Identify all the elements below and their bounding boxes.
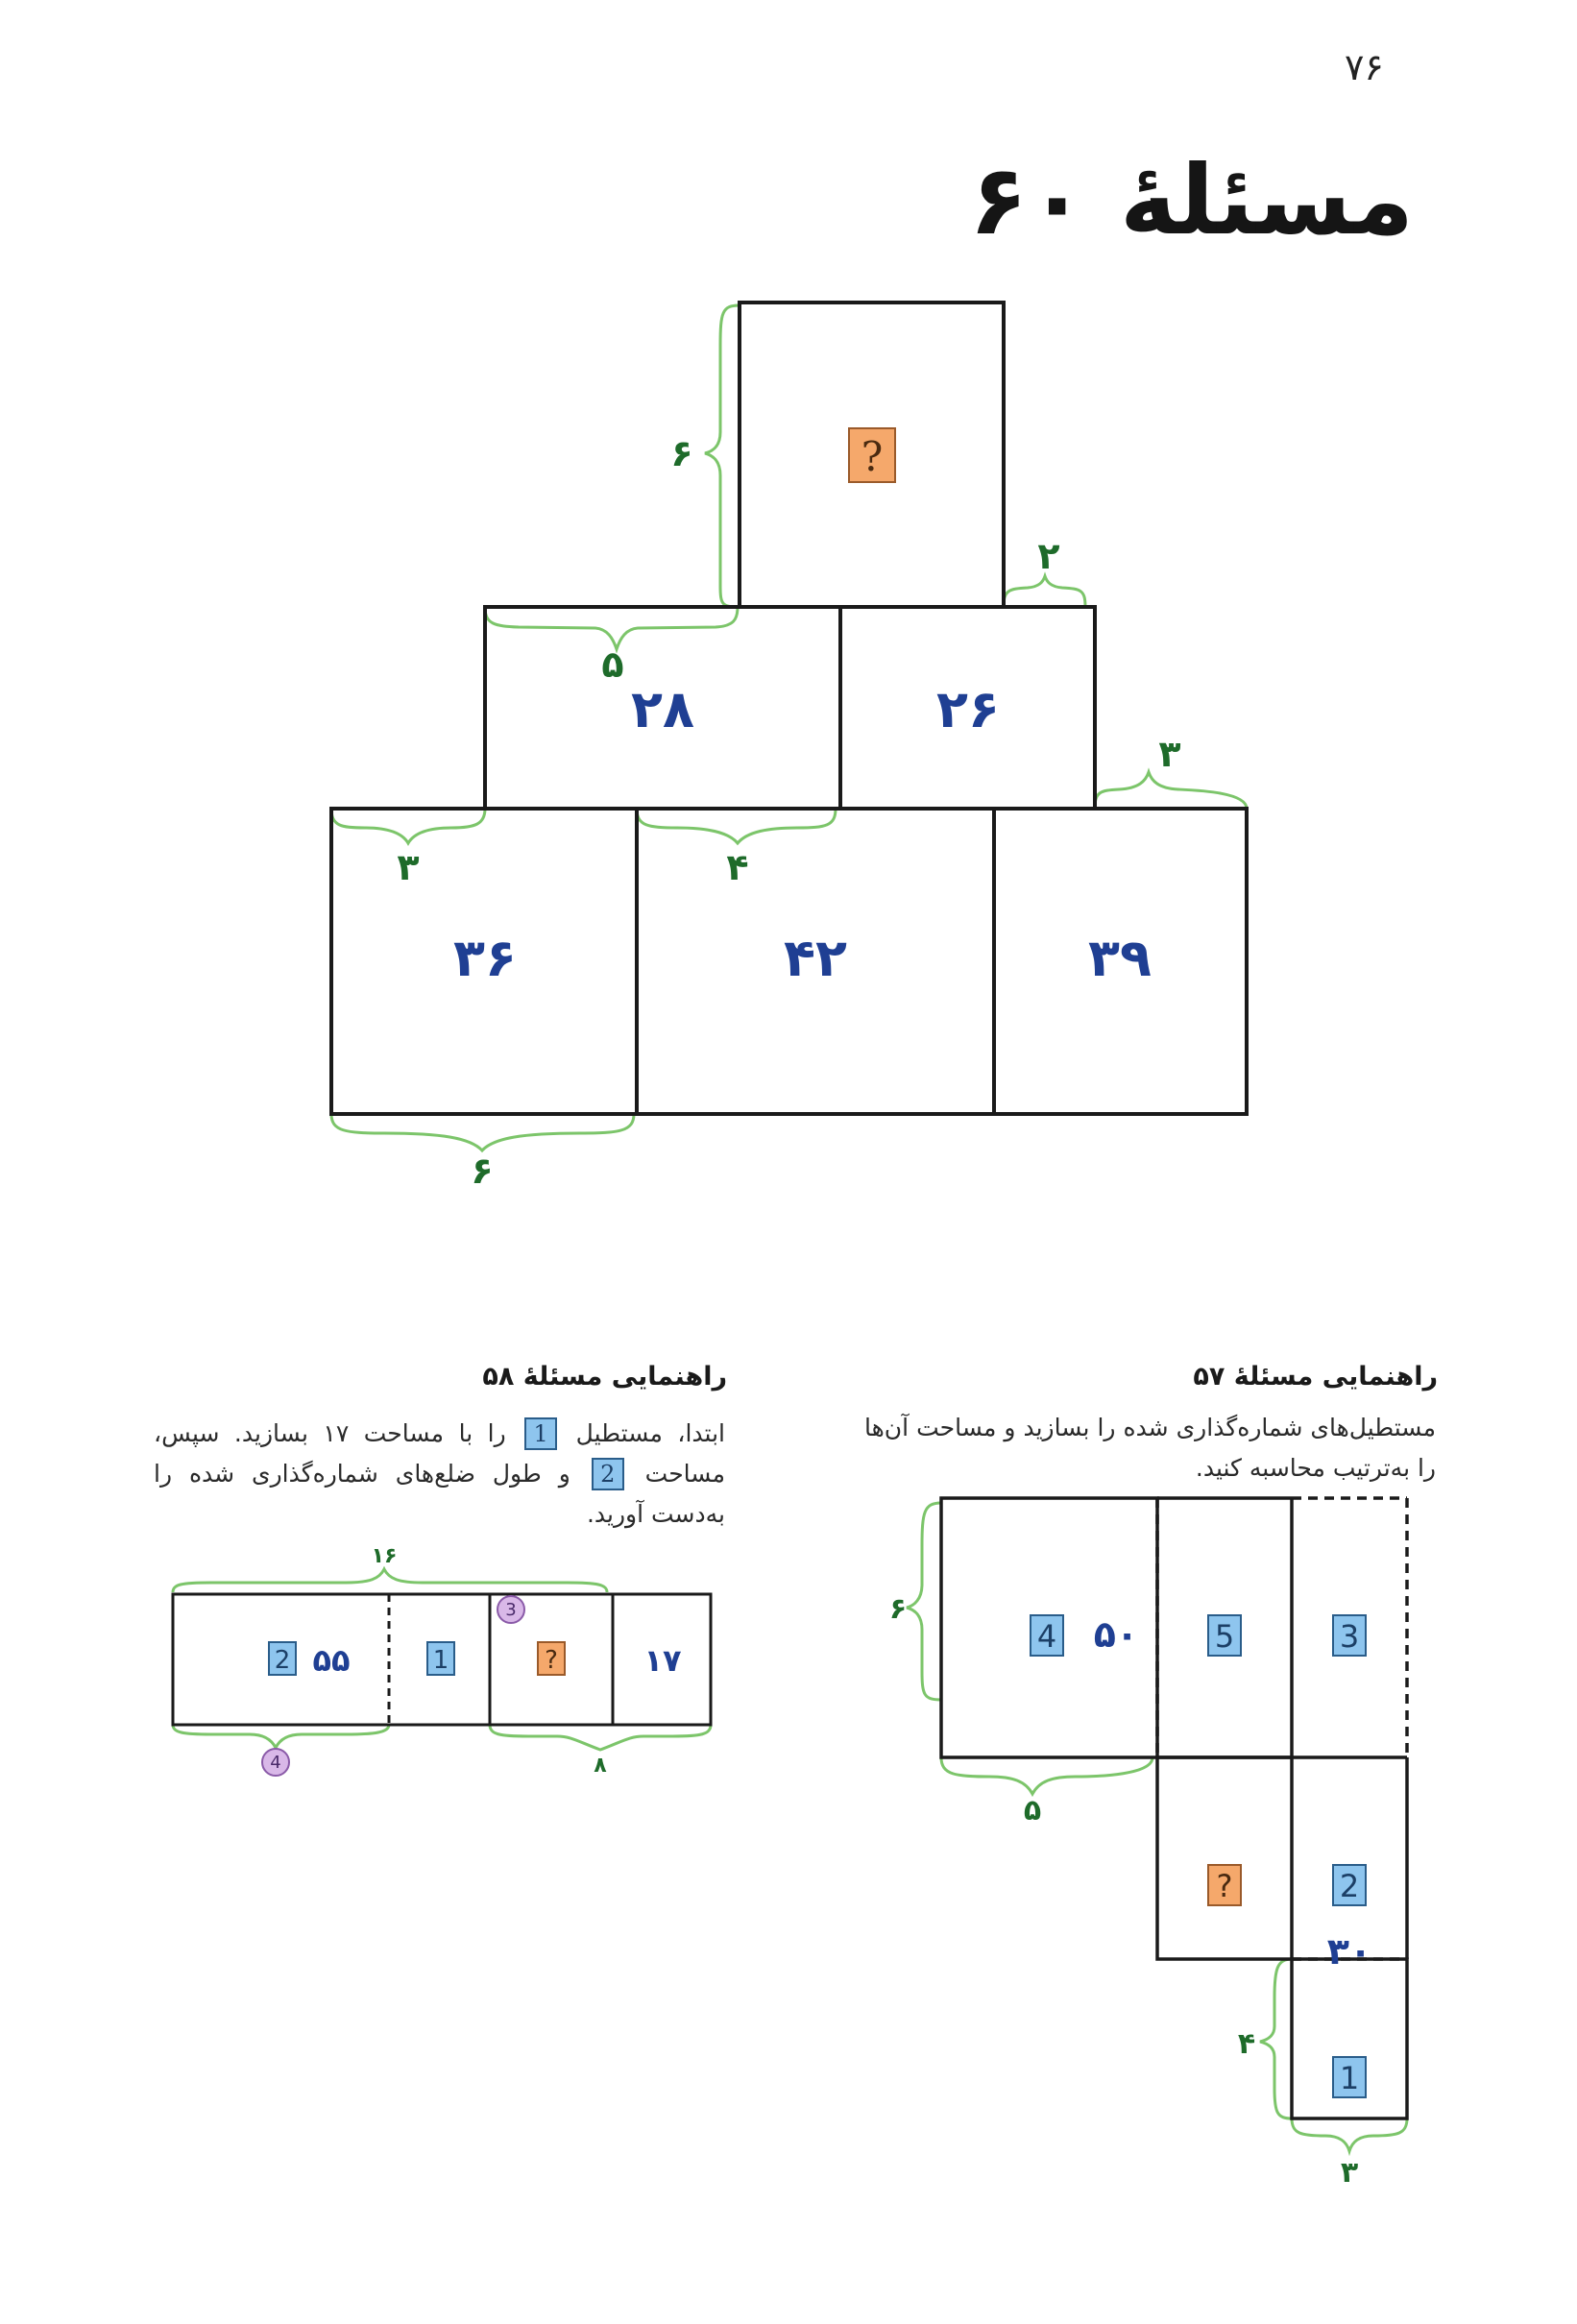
dim-top-height: ۶ xyxy=(670,432,693,474)
hint58-inline-box-2: 2 xyxy=(592,1458,624,1490)
page-title: مسئلهٔ ۶۰ xyxy=(969,144,1414,256)
hint58-brace-4 xyxy=(173,1725,389,1748)
dim-top-right: ۲ xyxy=(1037,535,1060,577)
dim-bottom-left: ۳ xyxy=(397,846,420,888)
area-26: ۲۶ xyxy=(936,679,1000,739)
hint57-label-4: 4 xyxy=(1036,1618,1057,1655)
unknown-mark: ? xyxy=(861,433,884,480)
hint57-label-2: 2 xyxy=(1339,1868,1360,1904)
hint58-circle-label-3: 3 xyxy=(505,1600,517,1620)
hint57-brace-width xyxy=(941,1757,1152,1794)
hint58-dim-16: ۱۶ xyxy=(371,1544,398,1568)
hint58-inline-box-1: 1 xyxy=(524,1417,557,1450)
hint57-label-5: 5 xyxy=(1214,1618,1235,1655)
hint57-label-1: 1 xyxy=(1339,2060,1360,2096)
brace-top-right xyxy=(1004,576,1085,607)
hint58-brace-8 xyxy=(490,1725,711,1750)
area-42: ۴۲ xyxy=(784,928,847,988)
hint58-area-55: ۵۵ xyxy=(312,1642,351,1679)
hint58-label-2: 2 xyxy=(274,1646,291,1675)
hint57-dim-5: ۵ xyxy=(1023,1794,1042,1828)
dim-middle-right: ۳ xyxy=(1158,733,1181,775)
hint58-text-part2: را با مساحت ۱۷ بسازید. سپس، مساحت xyxy=(154,1419,725,1488)
hint57-brace-4 xyxy=(1260,1959,1292,2118)
hint57-dim-6: ۶ xyxy=(888,1592,908,1626)
page-number: ۷۶ xyxy=(1345,46,1384,88)
hint58-area-17: ۱۷ xyxy=(643,1642,682,1679)
hint58-text-part3: و طول ضلع‌های شماره‌گذاری شده را به‌دست آورید. xyxy=(154,1460,725,1528)
brace-top-height xyxy=(705,305,740,607)
hint57-unknown-mark: ? xyxy=(1216,1868,1233,1904)
hint58-figure xyxy=(154,1537,730,1786)
hint57-brace-height xyxy=(907,1503,941,1700)
hint58-title: راهنمایی مسئلهٔ ۵۸ xyxy=(482,1362,727,1392)
hint57-rect-unknown xyxy=(1157,1757,1292,1959)
hint57-text: مستطیل‌های شماره‌گذاری شده را بسازید و مساحت آن‌ها را به‌ترتیب محاسبه کنید. xyxy=(864,1414,1436,1482)
brace-bottom-middle xyxy=(637,809,836,843)
dim-middle-left: ۵ xyxy=(601,643,624,686)
dim-bottom-width: ۶ xyxy=(471,1150,494,1192)
hint58-circle-label-4: 4 xyxy=(270,1753,281,1773)
puzzle-rectangles xyxy=(331,303,1247,1114)
area-28: ۲۸ xyxy=(631,679,694,739)
hint58-dim-8: ۸ xyxy=(594,1754,607,1778)
hint57-area-50: ۵۰ xyxy=(1093,1613,1139,1656)
hint57-dim-3: ۳ xyxy=(1340,2156,1359,2190)
brace-bottom-width xyxy=(331,1114,634,1150)
hint57-area-30: ۳۰ xyxy=(1326,1930,1372,1973)
hint58-text-part1: ابتدا، مستطیل xyxy=(575,1419,725,1447)
area-36: ۳۶ xyxy=(453,928,517,988)
brace-middle-right xyxy=(1095,772,1247,809)
hint57-label-3: 3 xyxy=(1339,1618,1360,1655)
dim-bottom-middle: ۴ xyxy=(726,846,749,888)
hint57-dim-4: ۴ xyxy=(1237,2027,1256,2061)
hint58-brace-16 xyxy=(173,1569,607,1592)
hint58-unknown-mark: ? xyxy=(545,1646,558,1675)
brace-bottom-left xyxy=(331,809,485,843)
hint58-text xyxy=(154,1414,725,1535)
dimension-braces xyxy=(331,305,1247,1150)
hint57-title: راهنمایی مسئلهٔ ۵۷ xyxy=(1193,1362,1438,1392)
hint58-label-1: 1 xyxy=(432,1646,449,1675)
hint57-figure xyxy=(845,1479,1460,2238)
area-39: ۳۹ xyxy=(1088,928,1152,988)
hint57-brace-3 xyxy=(1292,2118,1407,2151)
